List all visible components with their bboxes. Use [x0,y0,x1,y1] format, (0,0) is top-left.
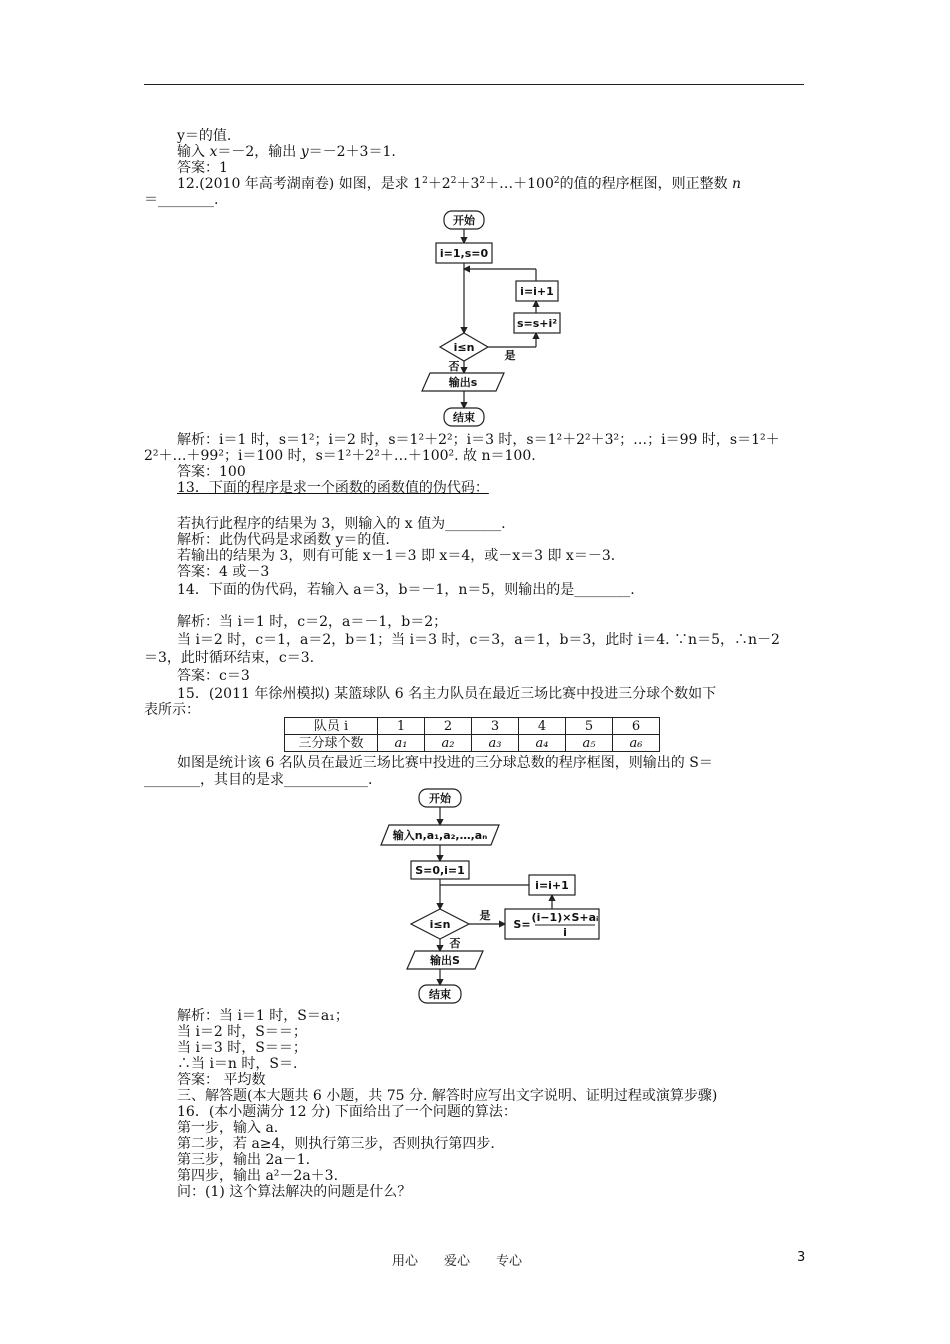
init-label: i=1,s=0 [439,247,489,260]
question-13-b: 若执行此程序的结果为 3，则输入的 x 值为________. [177,516,506,532]
table-cell: a₂ [425,735,472,752]
solution-15-line-2: 当 i＝2 时，S＝＝； [177,1024,307,1040]
footer-text: 用心 爱心 专心 [392,1254,523,1269]
table-header: 队员 i [285,718,378,735]
question-16: 16．(本小题满分 12 分) 下面给出了一个问题的算法： [177,1104,517,1120]
table-cell: a₄ [519,735,566,752]
table-cell: 1 [378,718,425,735]
table-cell: 3 [472,718,519,735]
start-label: 开始 [429,792,451,805]
solution-14-line-2: 当 i＝2 时，c＝1，a＝2，b＝1；当 i＝3 时，c＝3，a＝1，b＝3，此时 i＝4. ∵n＝5，∴n－2 [177,632,780,648]
assign-numerator: (i−1)×S+aᵢ [531,911,599,924]
solution-13-line-2: 若输出的结果为 3，则有可能 x－1＝3 即 x＝4，或－x＝3 即 x＝－3. [177,548,616,564]
text-line: 输入 x＝－2，输出 y＝－2＋3＝1. [177,144,396,160]
assign-lhs: S= [513,918,531,931]
no-label: 否 [448,360,460,373]
question-12: 12.(2010 年高考湖南卷) 如图，是求 $1^2+2^2+3^2+\dots+100^2$的值的程序框图，则正整数 n [177,176,742,192]
question-14: 14．下面的伪代码，若输入 a＝3，b＝－1，n＝5，则输出的是________. [177,582,635,598]
answer: 答案：1 [177,160,228,176]
step-2: 第二步，若 a≥4，则执行第三步，否则执行第四步. [177,1136,495,1152]
condition-label: i≤n [453,341,475,354]
no-label: 否 [449,937,461,950]
solution-12-line-1: 解析：i＝1 时，s＝1²；i＝2 时，s＝1²＋2²；i＝3 时，s＝1²＋2²＋3²；…；i＝99 时，s＝1²＋ [177,432,780,448]
question-15-line-4: ________，其目的是求____________. [144,772,373,788]
table-row [285,735,660,752]
table-cell: 4 [519,718,566,735]
table-cell: a₃ [472,735,519,752]
accumulate-label: s=s+i² [516,317,558,330]
question-16-ask: 问：(1) 这个算法解决的问题是什么？ [177,1184,412,1200]
condition-label: i≤n [429,918,451,931]
table-row [285,718,660,735]
solution-14-line-1: 解析：当 i＝1 时，c＝2，a＝－1，b＝2； [177,614,448,630]
table-cell: a₆ [613,735,660,752]
answer-14: 答案：c＝3 [177,668,250,684]
step-3: 第三步，输出 2a－1. [177,1152,311,1168]
section-3-heading: 三、解答题(本大题共 6 小题，共 75 分. 解答时应写出文字说明、证明过程或演算步骤) [177,1088,718,1104]
table-cell: 2 [425,718,472,735]
table-cell: 6 [613,718,660,735]
question-15-line-1: 15．(2011 年徐州模拟) 某篮球队 6 名主力队员在最近三场比赛中投进三分球个数如下 [177,686,717,702]
yes-label: 是 [479,909,491,922]
init-label: S=0,i=1 [415,864,465,877]
solution-14-line-3: ＝3，此时循环结束，c＝3. [144,650,315,666]
answer-15: 答案： 平均数 [177,1072,266,1088]
flowchart-1 [400,205,600,430]
text-line: y＝的值. [177,128,232,144]
table-cell: 5 [566,718,613,735]
solution-15-line-4: ∴当 i＝n 时，S＝. [177,1056,298,1072]
start-label: 开始 [453,214,475,227]
increment-label: i=i+1 [520,285,554,298]
text-line: ＝________. [144,192,219,208]
header-rule [144,84,804,85]
page-number: 3 [797,1250,806,1265]
three-point-table [284,717,660,752]
question-13: 13．下面的程序是求一个函数的函数值的伪代码： [177,480,489,496]
solution-13-line-1: 解析：此伪代码是求函数 y＝的值. [177,532,390,548]
yes-label: 是 [504,349,516,362]
end-label: 结束 [429,988,451,1001]
table-header: 三分球个数 [285,735,378,752]
table-cell: a₅ [566,735,613,752]
flowchart-2 [375,785,615,1007]
end-label: 结束 [453,411,475,424]
solution-15-line-3: 当 i＝3 时，S＝＝； [177,1040,307,1056]
solution-12-line-2: 2²＋…＋99²；i＝100 时，s＝1²＋2²＋…＋100². 故 n＝100. [144,448,536,464]
answer-12: 答案：100 [177,464,246,480]
output-label: 输出S [430,954,460,967]
question-15-line-2: 表所示： [144,702,200,718]
input-label: 输入n,a₁,a₂,…,aₙ [392,829,488,842]
step-4: 第四步，输出 a²－2a＋3. [177,1168,339,1184]
solution-15-line-1: 解析：当 i＝1 时，S＝a₁； [177,1008,349,1024]
table-cell: a₁ [378,735,425,752]
assign-denominator: i [563,926,567,939]
step-1: 第一步，输入 a. [177,1120,279,1136]
output-label: 输出s [448,376,478,389]
answer-13: 答案：4 或－3 [177,564,270,580]
question-15-line-3: 如图是统计该 6 名队员在最近三场比赛中投进的三分球总数的程序框图，则输出的 S＝ [177,755,713,771]
increment-label: i=i+1 [535,879,569,892]
